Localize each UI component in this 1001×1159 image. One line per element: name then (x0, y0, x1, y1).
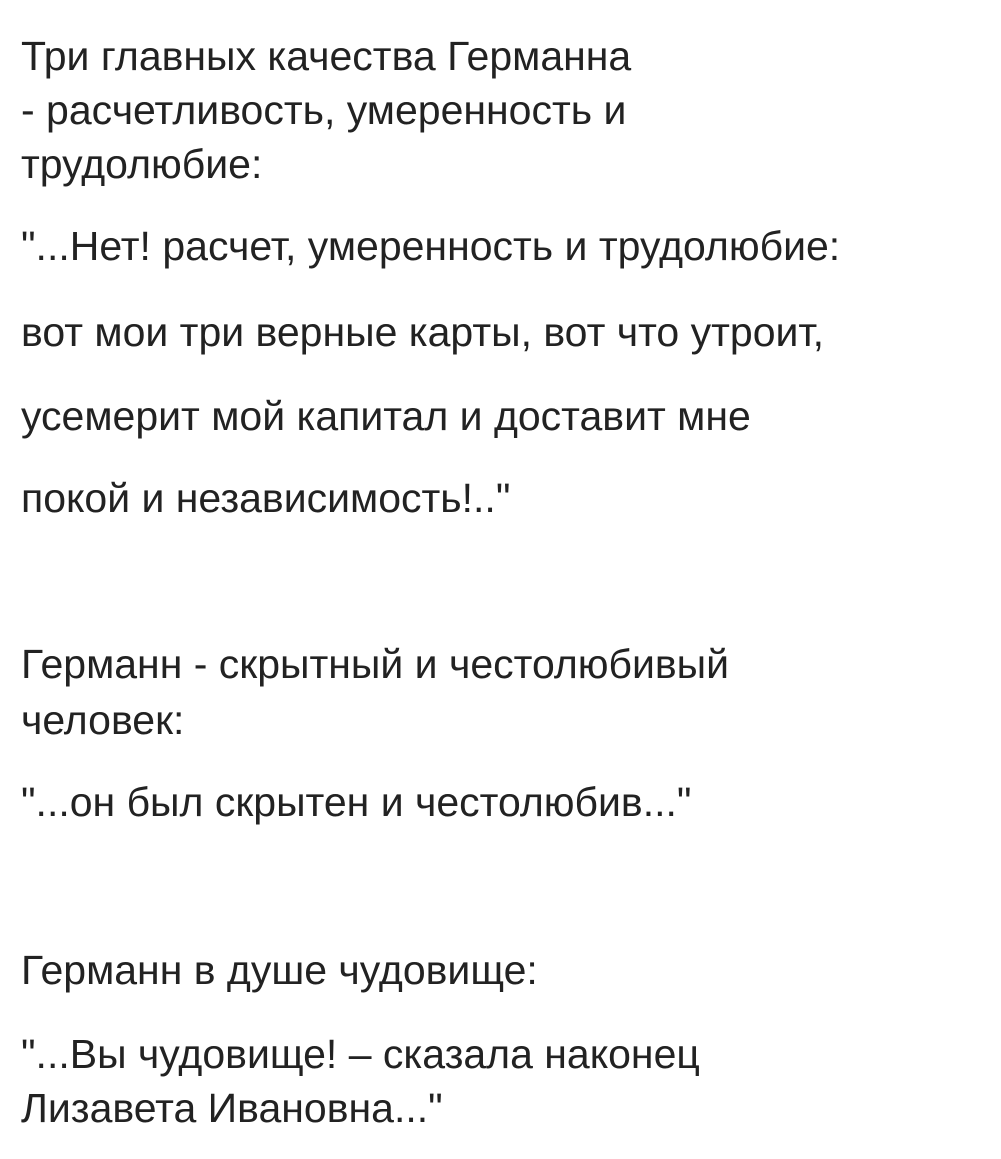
quote-line: "...Вы чудовище! – сказала наконец (21, 1031, 700, 1077)
quote-line: "...Нет! расчет, умеренность и трудолюбие: (21, 223, 841, 269)
section-heading-line: Германн в душе чудовище: (21, 947, 538, 993)
quote-line: вот мои три верные карты, вот что утроит, (21, 309, 825, 355)
section-heading-line: человек: (21, 697, 185, 743)
section-heading-line: - расчетливость, умеренность и (21, 87, 627, 133)
quote-line: "...он был скрытен и честолюбив..." (21, 779, 692, 825)
quote-line: усемерит мой капитал и доставит мне (21, 393, 751, 439)
quote-line: Лизавета Ивановна..." (21, 1085, 443, 1131)
section-heading-line: трудолюбие: (21, 141, 263, 187)
section-heading-line: Германн - скрытный и честолюбивый (21, 641, 730, 687)
quote-line: покой и независимость!.." (21, 475, 511, 521)
section-heading-line: Три главных качества Германна (21, 33, 632, 79)
